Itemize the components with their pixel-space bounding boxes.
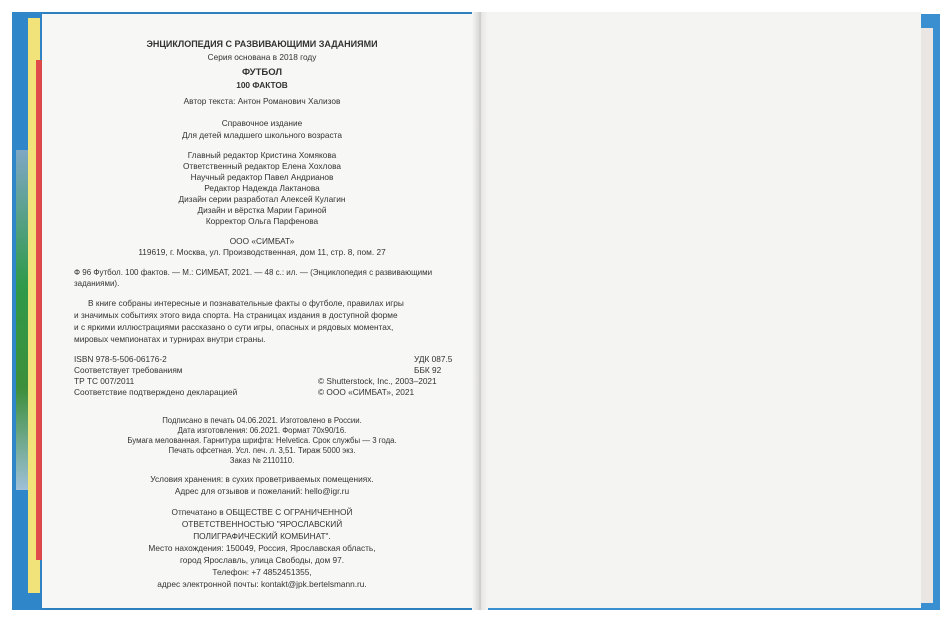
book-subtitle: 100 ФАКТОВ — [236, 80, 288, 90]
series-founded: Серия основана в 2018 году — [207, 52, 317, 62]
credit-line: Редактор Надежда Лактанова — [204, 183, 320, 193]
catalog-entry-line: Ф 96 Футбол. 100 фактов. — М.: СИМБАТ, 2021. — 48 с.: ил. — (Энциклопедия с развивающими — [74, 268, 433, 277]
left-page-imprint — [42, 14, 482, 608]
print-info-line: Дата изготовления: 06.2021. Формат 70х90/16. — [177, 426, 347, 435]
catalog-entry-line: заданиями). — [74, 279, 120, 288]
credit-line: Корректор Ольга Парфенова — [205, 216, 319, 226]
annotation-line: и с яркими иллюстрациями рассказано о сути игры, опасных и рядовых моментах, — [74, 322, 394, 332]
series-title: ЭНЦИКЛОПЕДИЯ С РАЗВИВАЮЩИМИ ЗАДАНИЯМИ — [146, 39, 378, 49]
copyright-line: © ООО «СИМБАТ», 2021 — [318, 387, 415, 397]
right-page-blank — [481, 12, 921, 608]
compliance-line: Соответствие подтверждено декларацией — [74, 387, 238, 397]
compliance-line: Соответствует требованиям — [74, 365, 183, 375]
annotation-line: В книге собраны интересные и познавательные факты о футболе, правилах игры — [88, 298, 404, 308]
printer-line: ПОЛИГРАФИЧЕСКИЙ КОМБИНАТ". — [193, 531, 331, 541]
copyright-line: © Shutterstock, Inc., 2003–2021 — [318, 376, 437, 386]
storage-line: Условия хранения: в сухих проветриваемых помещениях. — [150, 474, 374, 484]
bbk: ББК 92 — [414, 365, 442, 375]
publisher-name: ООО «СИМБАТ» — [229, 236, 295, 246]
audience: Для детей младшего школьного возраста — [181, 130, 342, 140]
printer-line: Телефон: +7 4852451355, — [212, 567, 312, 577]
print-info-line: Заказ № 2110110. — [229, 456, 295, 465]
print-info-line: Подписано в печать 04.06.2021. Изготовлено в России. — [162, 416, 362, 425]
printer-line: Отпечатано в ОБЩЕСТВЕ С ОГРАНИЧЕННОЙ — [171, 507, 353, 517]
credit-line: Научный редактор Павел Андрианов — [190, 172, 334, 182]
credit-line: Дизайн серии разработал Алексей Кулагин — [178, 194, 346, 204]
storage-line: Адрес для отзывов и пожеланий: hello@igr.ru — [174, 486, 350, 496]
print-info-line: Печать офсетная. Усл. печ. л. 3,51. Тираж 5000 экз. — [168, 446, 356, 455]
annotation-line: мировых чемпионатах и турнирах внутри страны. — [74, 334, 266, 344]
annotation-line: и значимых событиях этого вида спорта. На страницах издания в доступной форме — [74, 310, 398, 320]
author: Автор текста: Антон Романович Хализов — [183, 96, 341, 106]
printer-line: адрес электронной почты: kontakt@jpk.bertelsmann.ru. — [157, 579, 367, 589]
compliance-line: ТР ТС 007/2011 — [74, 376, 135, 386]
print-info-line: Бумага мелованная. Гарнитура шрифта: Helvetica. Срок службы — 3 года. — [127, 436, 397, 445]
publisher-address: 119619, г. Москва, ул. Производственная, дом 11, стр. 8, пом. 27 — [138, 247, 386, 257]
udk: УДК 087.5 — [414, 354, 453, 364]
credit-line: Дизайн и вёрстка Марии Гариной — [197, 205, 327, 215]
credit-line: Главный редактор Кристина Хомякова — [187, 150, 337, 160]
printer-line: Место нахождения: 150049, Россия, Ярославская область, — [148, 543, 376, 553]
edition-type: Справочное издание — [221, 118, 303, 128]
printer-line: город Ярославль, улица Свободы, дом 97. — [179, 555, 345, 565]
book-gutter — [472, 12, 488, 610]
book-title: ФУТБОЛ — [241, 67, 283, 78]
printer-line: ОТВЕТСТВЕННОСТЬЮ "ЯРОСЛАВСКИЙ — [181, 519, 343, 529]
isbn: ISBN 978-5-506-06176-2 — [74, 354, 167, 364]
credit-line: Ответственный редактор Елена Хохлова — [182, 161, 342, 171]
